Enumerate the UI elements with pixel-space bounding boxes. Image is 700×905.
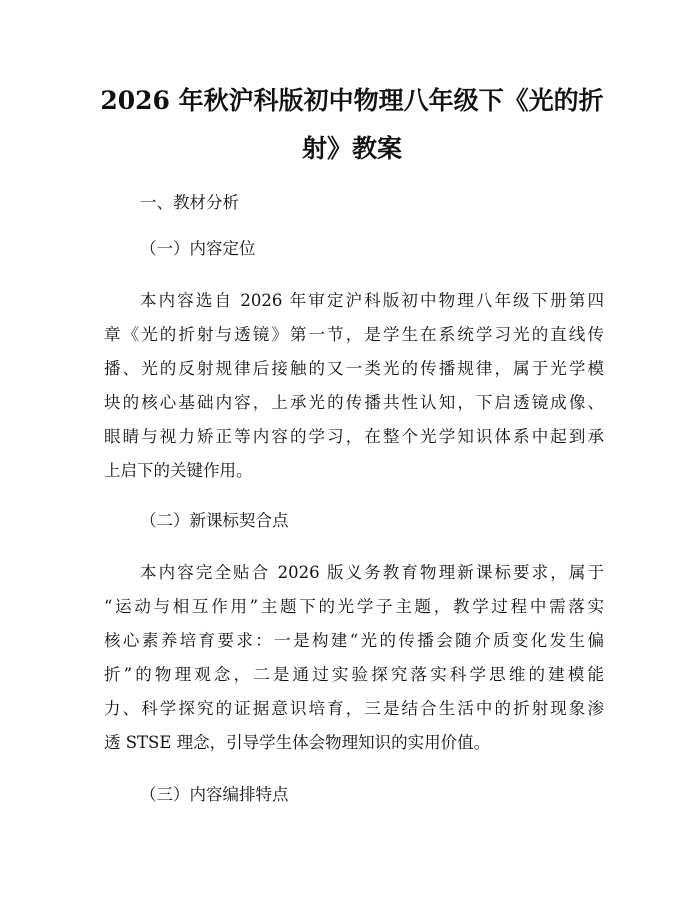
paragraph-line: 折”的物理观念，二是通过实验探究落实科学思维的建模能 (104, 665, 604, 684)
paragraph-line: 核心素养培育要求：一是构建“光的传播会随介质变化发生偏 (104, 631, 604, 650)
paragraph-line: 透 STSE 理念，引导学生体会物理知识的实用价值。 (104, 733, 491, 752)
paragraph-line: 章《光的折射与透镜》第一节，是学生在系统学习光的直线传 (104, 325, 604, 344)
paragraph-line: 力、科学探究的证据意识培育，三是结合生活中的折射现象渗 (104, 699, 604, 718)
paragraph-content-positioning (104, 284, 604, 488)
document-title-line-1: 2026 年秋沪科版初中物理八年级下《光的折 (100, 86, 604, 115)
subsection-heading-content-arrangement: （三）内容编排特点 (140, 785, 289, 804)
paragraph-curriculum-alignment (104, 556, 604, 760)
paragraph-line: “运动与相互作用”主题下的光学子主题，教学过程中需落实 (104, 597, 604, 616)
paragraph-line: 播、光的反射规律后接触的又一类光的传播规律，属于光学模 (104, 359, 604, 378)
document-title-line-2: 射》教案 (301, 134, 402, 163)
section-heading-textbook-analysis: 一、教材分析 (140, 193, 239, 212)
paragraph-line: 上启下的关键作用。 (104, 461, 253, 480)
paragraph-line: 眼睛与视力矫正等内容的学习，在整个光学知识体系中起到承 (104, 427, 604, 446)
paragraph-line: 本内容完全贴合 2026 版义务教育物理新课标要求，属于 (140, 563, 604, 582)
paragraph-line: 块的核心基础内容，上承光的传播共性认知，下启透镜成像、 (104, 393, 604, 412)
subsection-heading-curriculum-alignment: （二）新课标契合点 (140, 511, 289, 530)
paragraph-line: 本内容选自 2026 年审定沪科版初中物理八年级下册第四 (140, 291, 604, 310)
subsection-heading-content-positioning: （一）内容定位 (140, 239, 256, 258)
